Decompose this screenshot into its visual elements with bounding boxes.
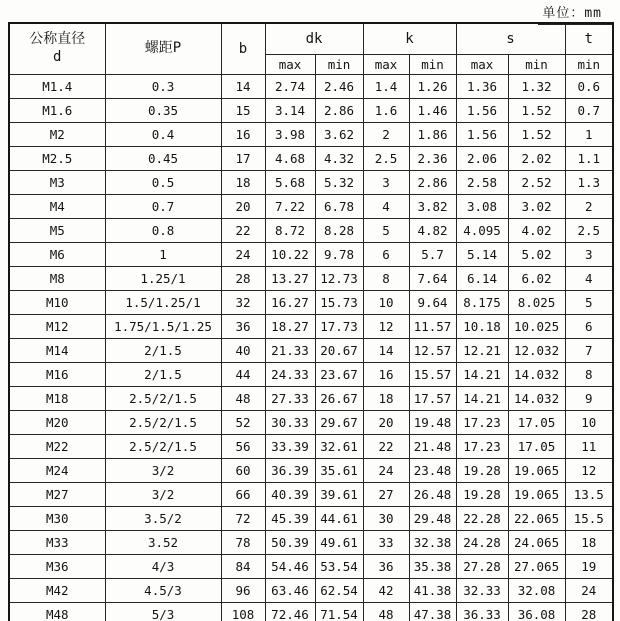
cell: M22 <box>9 434 105 458</box>
cell: 4.02 <box>508 218 565 242</box>
cell: 84 <box>221 554 265 578</box>
cell: 6 <box>363 242 409 266</box>
cell: 8.28 <box>315 218 363 242</box>
cell: 17.57 <box>409 386 456 410</box>
cell: 17.73 <box>315 314 363 338</box>
cell: 0.7 <box>105 194 221 218</box>
cell: 22 <box>363 434 409 458</box>
cell: 16 <box>221 122 265 146</box>
table-row <box>9 434 613 458</box>
cell: 1.52 <box>508 122 565 146</box>
cell: 14 <box>221 74 265 98</box>
cell: 48 <box>363 602 409 621</box>
cell: 3.02 <box>508 194 565 218</box>
cell: 19.28 <box>456 458 508 482</box>
cell: 2.58 <box>456 170 508 194</box>
table-row <box>9 170 613 194</box>
cell: 20.67 <box>315 338 363 362</box>
cell: 45.39 <box>265 506 315 530</box>
cell: 29.48 <box>409 506 456 530</box>
cell: 2.02 <box>508 146 565 170</box>
cell: 17.05 <box>508 434 565 458</box>
cell: 5.32 <box>315 170 363 194</box>
table-row <box>9 74 613 98</box>
cell: 24 <box>565 578 613 602</box>
cell: 20 <box>221 194 265 218</box>
cell: 16 <box>363 362 409 386</box>
cell: 52 <box>221 410 265 434</box>
cell: 12.57 <box>409 338 456 362</box>
cell: 8.025 <box>508 290 565 314</box>
cell: 2.86 <box>409 170 456 194</box>
cell: 17.23 <box>456 410 508 434</box>
cell: 2.5 <box>565 218 613 242</box>
cell: 1.75/1.5/1.25 <box>105 314 221 338</box>
cell: 5.68 <box>265 170 315 194</box>
cell: 15.57 <box>409 362 456 386</box>
cell: 1.3 <box>565 170 613 194</box>
header-s: s <box>456 23 565 54</box>
cell: 12.73 <box>315 266 363 290</box>
cell: 36 <box>221 314 265 338</box>
subheader-s-min: min <box>508 54 565 74</box>
cell: 108 <box>221 602 265 621</box>
cell: 19.065 <box>508 458 565 482</box>
table-row <box>9 266 613 290</box>
cell: 22.28 <box>456 506 508 530</box>
cell: 21.33 <box>265 338 315 362</box>
cell: 63.46 <box>265 578 315 602</box>
cell: M24 <box>9 458 105 482</box>
subheader-k-min: min <box>409 54 456 74</box>
cell: 8 <box>363 266 409 290</box>
cell: 4 <box>363 194 409 218</box>
cell: 0.7 <box>565 98 613 122</box>
cell: 2 <box>565 194 613 218</box>
cell: M1.6 <box>9 98 105 122</box>
cell: M5 <box>9 218 105 242</box>
cell: 9.64 <box>409 290 456 314</box>
cell: M33 <box>9 530 105 554</box>
cell: 3/2 <box>105 458 221 482</box>
cell: 8.72 <box>265 218 315 242</box>
cell: 50.39 <box>265 530 315 554</box>
cell: 0.45 <box>105 146 221 170</box>
cell: 6.78 <box>315 194 363 218</box>
cell: 6.02 <box>508 266 565 290</box>
header-nominal-diameter-symbol: d <box>53 48 62 65</box>
cell: M2 <box>9 122 105 146</box>
cell: 2.52 <box>508 170 565 194</box>
table-row <box>9 146 613 170</box>
cell: 3.82 <box>409 194 456 218</box>
cell: 32 <box>221 290 265 314</box>
cell: 40.39 <box>265 482 315 506</box>
cell: 6 <box>565 314 613 338</box>
cell: 54.46 <box>265 554 315 578</box>
cell: 27 <box>363 482 409 506</box>
cell: 3.98 <box>265 122 315 146</box>
cell: M3 <box>9 170 105 194</box>
cell: M48 <box>9 602 105 621</box>
cell: 72 <box>221 506 265 530</box>
cell: 5.02 <box>508 242 565 266</box>
subheader-k-max: max <box>363 54 409 74</box>
cell: 2.06 <box>456 146 508 170</box>
cell: 24.28 <box>456 530 508 554</box>
cell: 4.5/3 <box>105 578 221 602</box>
cell: 60 <box>221 458 265 482</box>
cell: 18 <box>221 170 265 194</box>
table-row <box>9 362 613 386</box>
header-pitch: 螺距P <box>105 23 221 74</box>
cell: 32.61 <box>315 434 363 458</box>
cell: 7.22 <box>265 194 315 218</box>
cell: 4.095 <box>456 218 508 242</box>
cell: 5 <box>363 218 409 242</box>
cell: 3.5/2 <box>105 506 221 530</box>
table-row <box>9 578 613 602</box>
table-row <box>9 458 613 482</box>
cell: 3 <box>565 242 613 266</box>
cell: 3.52 <box>105 530 221 554</box>
cell: 12.032 <box>508 338 565 362</box>
cell: 44.61 <box>315 506 363 530</box>
cell: 1.1 <box>565 146 613 170</box>
table-row <box>9 242 613 266</box>
cell: 11.57 <box>409 314 456 338</box>
cell: 36.08 <box>508 602 565 621</box>
header-nominal-diameter <box>9 23 105 74</box>
cell: 20 <box>363 410 409 434</box>
cell: 10.025 <box>508 314 565 338</box>
cell: 18 <box>565 530 613 554</box>
cell: 2.36 <box>409 146 456 170</box>
cell: M8 <box>9 266 105 290</box>
cell: M20 <box>9 410 105 434</box>
cell: 1.26 <box>409 74 456 98</box>
cell: 2/1.5 <box>105 338 221 362</box>
subheader-t-min: min <box>565 54 613 74</box>
cell: 1.6 <box>363 98 409 122</box>
cell: 3.14 <box>265 98 315 122</box>
cell: 42 <box>363 578 409 602</box>
cell: 9.78 <box>315 242 363 266</box>
cell: 27.065 <box>508 554 565 578</box>
cell: 44 <box>221 362 265 386</box>
cell: 15 <box>221 98 265 122</box>
table-row <box>9 482 613 506</box>
cell: 72.46 <box>265 602 315 621</box>
cell: 13.27 <box>265 266 315 290</box>
cell: 4/3 <box>105 554 221 578</box>
table-row <box>9 98 613 122</box>
cell: M6 <box>9 242 105 266</box>
cell: 2 <box>363 122 409 146</box>
cell: 4.82 <box>409 218 456 242</box>
table-row <box>9 530 613 554</box>
cell: 0.4 <box>105 122 221 146</box>
cell: 14.032 <box>508 386 565 410</box>
cell: 10 <box>565 410 613 434</box>
cell: 40 <box>221 338 265 362</box>
cell: 36 <box>363 554 409 578</box>
cell: 7 <box>565 338 613 362</box>
cell: 62.54 <box>315 578 363 602</box>
cell: 8 <box>565 362 613 386</box>
cell: 16.27 <box>265 290 315 314</box>
cell: 32.33 <box>456 578 508 602</box>
cell: M30 <box>9 506 105 530</box>
table-row <box>9 338 613 362</box>
unit-label: 单位：mm <box>538 1 612 25</box>
cell: 14.21 <box>456 386 508 410</box>
cell: M27 <box>9 482 105 506</box>
subheader-dk-max: max <box>265 54 315 74</box>
cell: 13.5 <box>565 482 613 506</box>
cell: 1 <box>105 242 221 266</box>
cell: 3/2 <box>105 482 221 506</box>
cell: 0.8 <box>105 218 221 242</box>
table-row <box>9 410 613 434</box>
header-b: b <box>221 23 265 74</box>
cell: 1.5/1.25/1 <box>105 290 221 314</box>
cell: 0.3 <box>105 74 221 98</box>
cell: 17.05 <box>508 410 565 434</box>
cell: M4 <box>9 194 105 218</box>
cell: 48 <box>221 386 265 410</box>
cell: 5 <box>565 290 613 314</box>
cell: 26.67 <box>315 386 363 410</box>
header-k: k <box>363 23 456 54</box>
table-row <box>9 554 613 578</box>
cell: 26.48 <box>409 482 456 506</box>
cell: 10 <box>363 290 409 314</box>
cell: 3.08 <box>456 194 508 218</box>
cell: 10.22 <box>265 242 315 266</box>
cell: M18 <box>9 386 105 410</box>
header-t: t <box>565 23 613 54</box>
cell: 78 <box>221 530 265 554</box>
cell: 1.52 <box>508 98 565 122</box>
cell: M1.4 <box>9 74 105 98</box>
table-row <box>9 386 613 410</box>
cell: 5.7 <box>409 242 456 266</box>
cell: 49.61 <box>315 530 363 554</box>
cell: M16 <box>9 362 105 386</box>
cell: 53.54 <box>315 554 363 578</box>
cell: 27.33 <box>265 386 315 410</box>
cell: 30 <box>363 506 409 530</box>
header-dk: dk <box>265 23 363 54</box>
cell: 21.48 <box>409 434 456 458</box>
cell: 35.38 <box>409 554 456 578</box>
cell: 28 <box>221 266 265 290</box>
cell: M36 <box>9 554 105 578</box>
table-row <box>9 506 613 530</box>
cell: 0.35 <box>105 98 221 122</box>
cell: 71.54 <box>315 602 363 621</box>
cell: 12 <box>565 458 613 482</box>
cell: 8.175 <box>456 290 508 314</box>
cell: 1 <box>565 122 613 146</box>
table-body <box>9 74 613 621</box>
table-row <box>9 122 613 146</box>
cell: 36.39 <box>265 458 315 482</box>
cell: 12 <box>363 314 409 338</box>
cell: 27.28 <box>456 554 508 578</box>
table-header <box>9 23 613 74</box>
cell: 66 <box>221 482 265 506</box>
cell: 1.86 <box>409 122 456 146</box>
cell: 17 <box>221 146 265 170</box>
cell: 19.48 <box>409 410 456 434</box>
cell: 15.5 <box>565 506 613 530</box>
cell: 1.56 <box>456 98 508 122</box>
cell: 18 <box>363 386 409 410</box>
cell: 10.18 <box>456 314 508 338</box>
cell: 22 <box>221 218 265 242</box>
cell: 17.23 <box>456 434 508 458</box>
cell: 19.065 <box>508 482 565 506</box>
cell: 4 <box>565 266 613 290</box>
cell: 18.27 <box>265 314 315 338</box>
cell: 3 <box>363 170 409 194</box>
cell: 24 <box>221 242 265 266</box>
table-row <box>9 290 613 314</box>
cell: M10 <box>9 290 105 314</box>
cell: 4.32 <box>315 146 363 170</box>
cell: 3.62 <box>315 122 363 146</box>
subheader-dk-min: min <box>315 54 363 74</box>
cell: 6.14 <box>456 266 508 290</box>
cell: 15.73 <box>315 290 363 314</box>
cell: 2.46 <box>315 74 363 98</box>
cell: 32.08 <box>508 578 565 602</box>
cell: 96 <box>221 578 265 602</box>
cell: 35.61 <box>315 458 363 482</box>
cell: 14.032 <box>508 362 565 386</box>
cell: 19.28 <box>456 482 508 506</box>
cell: 23.48 <box>409 458 456 482</box>
cell: 30.33 <box>265 410 315 434</box>
cell: 0.6 <box>565 74 613 98</box>
cell: 19 <box>565 554 613 578</box>
cell: 32.38 <box>409 530 456 554</box>
table-row <box>9 218 613 242</box>
cell: M14 <box>9 338 105 362</box>
cell: 1.56 <box>456 122 508 146</box>
cell: M42 <box>9 578 105 602</box>
cell: 11 <box>565 434 613 458</box>
cell: 22.065 <box>508 506 565 530</box>
cell: 24.065 <box>508 530 565 554</box>
cell: 2.74 <box>265 74 315 98</box>
cell: 36.33 <box>456 602 508 621</box>
cell: 0.5 <box>105 170 221 194</box>
header-nominal-diameter-text: 公称直径 <box>29 31 86 48</box>
cell: 47.38 <box>409 602 456 621</box>
cell: 24.33 <box>265 362 315 386</box>
cell: 2.5 <box>363 146 409 170</box>
cell: 56 <box>221 434 265 458</box>
cell: 5/3 <box>105 602 221 621</box>
cell: 2.86 <box>315 98 363 122</box>
cell: 28 <box>565 602 613 621</box>
cell: 2/1.5 <box>105 362 221 386</box>
cell: 24 <box>363 458 409 482</box>
cell: 2.5/2/1.5 <box>105 434 221 458</box>
cell: 29.67 <box>315 410 363 434</box>
cell: 1.46 <box>409 98 456 122</box>
cell: M2.5 <box>9 146 105 170</box>
cell: 33 <box>363 530 409 554</box>
cell: 1.4 <box>363 74 409 98</box>
cell: 1.25/1 <box>105 266 221 290</box>
table-row <box>9 194 613 218</box>
cell: 7.64 <box>409 266 456 290</box>
table-row <box>9 602 613 621</box>
cell: 12.21 <box>456 338 508 362</box>
cell: 41.38 <box>409 578 456 602</box>
cell: 39.61 <box>315 482 363 506</box>
cell: M12 <box>9 314 105 338</box>
cell: 14.21 <box>456 362 508 386</box>
cell: 4.68 <box>265 146 315 170</box>
cell: 1.32 <box>508 74 565 98</box>
spec-table <box>8 22 614 621</box>
cell: 1.36 <box>456 74 508 98</box>
cell: 5.14 <box>456 242 508 266</box>
cell: 2.5/2/1.5 <box>105 410 221 434</box>
cell: 23.67 <box>315 362 363 386</box>
subheader-s-max: max <box>456 54 508 74</box>
table-row <box>9 314 613 338</box>
cell: 33.39 <box>265 434 315 458</box>
cell: 9 <box>565 386 613 410</box>
cell: 14 <box>363 338 409 362</box>
cell: 2.5/2/1.5 <box>105 386 221 410</box>
